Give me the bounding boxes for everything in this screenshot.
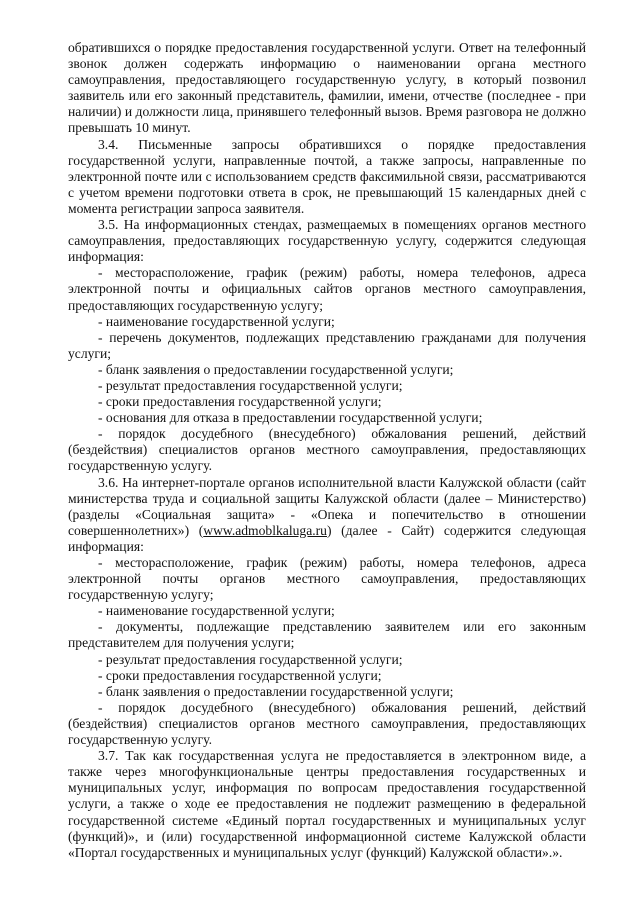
- list-item: - результат предоставления государственной услуги;: [98, 651, 403, 667]
- list-item: - перечень документов, подлежащих представлению гражданами для получения услуги;: [68, 329, 586, 361]
- list-item: - документы, подлежащие представлению заявителем или его законным представителем для получения услуги;: [68, 619, 586, 651]
- list-item: - наименование государственной услуги;: [98, 313, 335, 329]
- website-link[interactable]: www.admoblkaluga.ru: [203, 522, 327, 538]
- paragraph-3-6-internet-portal: [68, 475, 586, 555]
- list-item: - сроки предоставления государственной услуги;: [98, 667, 382, 683]
- list-item: - месторасположение, график (режим) работы, номера телефонов, адреса электронной почты органов местного самоуправления, предоставляющих государственную услугу;: [68, 555, 586, 603]
- list-item: - бланк заявления о предоставлении государственной услуги;: [98, 683, 454, 699]
- list-item: - порядок досудебного (внесудебного) обжалования решений, действий (бездействия) специалистов органов местного самоуправления, предоставляющих государственную услугу.: [68, 699, 586, 748]
- list-item: - месторасположение, график (режим) работы, номера телефонов, адреса электронной почты и официальных сайтов органов местного самоуправления, предоставляющих государственную услугу;: [68, 265, 586, 313]
- paragraph-text: ) (далее - Сайт) содержится следующая информация:: [68, 522, 587, 554]
- list-item: - порядок досудебного (внесудебного) обжалования решений, действий (бездействия) специалистов органов местного самоуправления, предоставляющих государственную услугу.: [68, 426, 586, 474]
- list-item: - наименование государственной услуги;: [98, 603, 335, 619]
- paragraph-text: 3.6. На интернет-портале органов исполнительной власти Калужской области (сайт министерства труда и социальной защиты Калужской области (далее – Министерство) (разделы «Социальная защита» - «Опека и попечительство в отношении совершеннолетних») (: [68, 474, 586, 538]
- list-item: - сроки предоставления государственной услуги;: [98, 394, 382, 410]
- paragraph-3-5-info-stands: 3.5. На информационных стендах, размещаемых в помещениях органов местного самоуправления, предоставляющих государственную услугу, содержится следующая информация:: [68, 217, 586, 265]
- list-item: - основания для отказа в предоставлении государственной услуги;: [98, 410, 483, 426]
- list-item: - результат предоставления государственной услуги;: [98, 377, 403, 393]
- paragraph-3-4-written-requests: 3.4. Письменные запросы обратившихся о порядке предоставления государственной услуги, направленные почтой, а также запросы, направленные по электронной почте или с использованием средств факсимильной связи, рассматриваются с учетом времени подготовки ответа в срок, не превышающий 15 календарных дней с момента регистрации запроса заявителя.: [68, 136, 586, 216]
- paragraph-phone-answer: обратившихся о порядке предоставления государственной услуги. Ответ на телефонный звонок должен содержать информацию о наименовании органа местного самоуправления, предоставляющего государственную услугу, в который позвонил заявитель или его законный представитель, фамилии, имени, отчестве (последнее - при наличии) и должности лица, принявшего телефонный вызов. Время разговора не должно превышать 10 минут.: [68, 40, 586, 136]
- document-page: [68, 40, 586, 861]
- paragraph-3-7-electronic-form: 3.7. Так как государственная услуга не предоставляется в электронном виде, а также через многофункциональные центры предоставления государственных и муниципальных услуг, информация по вопросам предоставления государственной услуги, а также о ходе ее предоставления не подлежит размещению в федеральной государственной системе «Единый портал государственных и муниципальных услуг (функций)», и (или) государственной информационной системе Калужской области «Портал государственных и муниципальных услуг (функций) Калужской области».».: [68, 748, 586, 860]
- list-item: - бланк заявления о предоставлении государственной услуги;: [98, 361, 454, 377]
